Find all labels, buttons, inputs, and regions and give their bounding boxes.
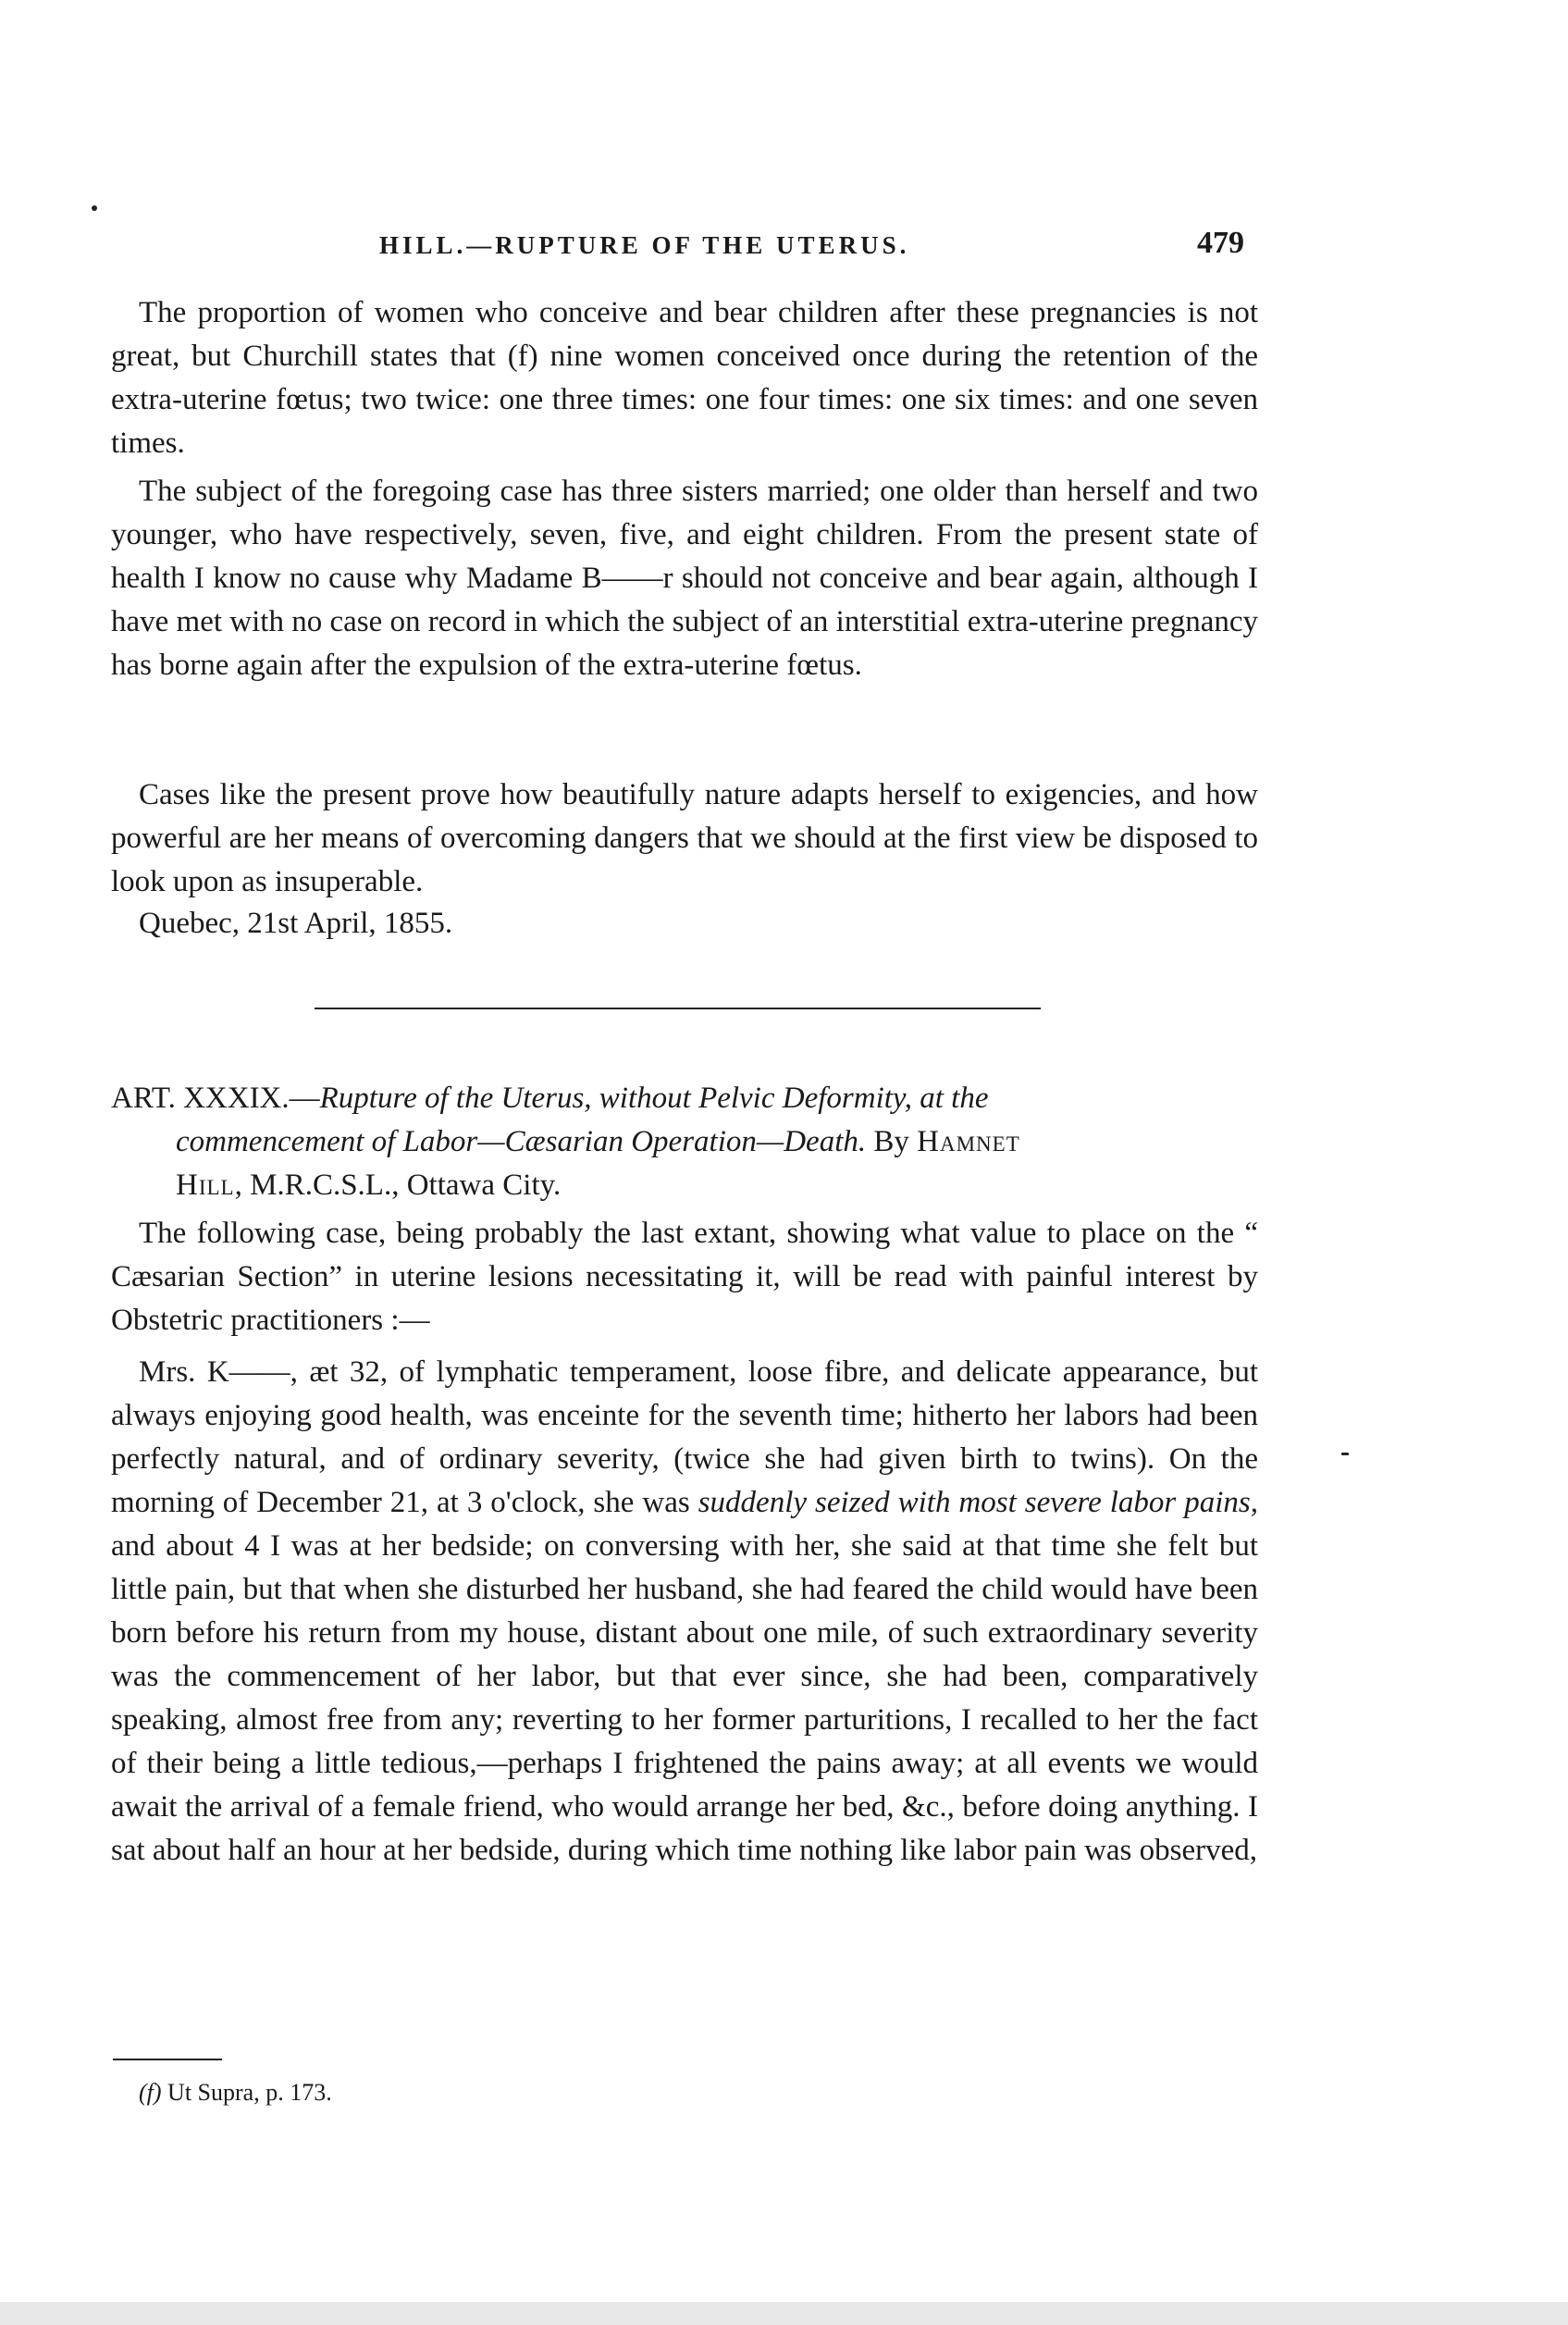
running-head: HILL.—RUPTURE OF THE UTERUS.	[379, 231, 910, 259]
paragraph-text: The proportion of women who conceive and bear children after these pregnancies is not great, but Churchill states that (f) nine women conceived once during the retention of the extra-uterine fœtus; two twice: one three times: one four times: one six times: and one seven times.	[111, 296, 1258, 460]
article-title: Rupture of the Uterus, without Pelvic Deformity, at the	[319, 1082, 989, 1115]
footnote	[139, 2077, 332, 2109]
paragraph-cases	[111, 773, 1258, 904]
article-heading-line-1	[111, 1077, 1258, 1120]
paragraph-text: The subject of the foregoing case has three sisters married; one older than herself and two younger, who have respectively, seven, five, and eight children. From the present state of health I know no cause why Madame B——r should not conceive and bear again, although I have met with no case on record in which the subject of an interstitial extra-uterine pregnancy has borne again after the expulsion of the extra-uterine fœtus.	[111, 475, 1258, 682]
case-rest: and about 4 I was at her bedside; on conversing with her, she said at that time she felt but little pain, but that when she disturbed her husband, she had feared the child would have been born before his return from my house, distant about one mile, of such extraordinary severity was the commencement of her labor, but that ever since, she had been, comparatively speaking, almost free from any; reverting to her former parturitions, I recalled to her the fact of their being a little tedious,—perhaps I frightened the pains away; at all events we would await the arrival of a female friend, who would arrange her bed, &c., before doing anything. I sat about half an hour at her bedside, during which time nothing like labor pain was observed,	[111, 1529, 1258, 1867]
section-divider	[315, 1008, 1041, 1009]
paragraph-text	[111, 1351, 1258, 1873]
paragraph-text: Cases like the present prove how beautifully nature adapts herself to exigencies, and how powerful are her means of overcoming dangers that we should at the first view be disposed to look upon as insuperable.	[111, 778, 1258, 898]
article-number: ART. XXXIX.—	[111, 1082, 320, 1115]
article-title-continued: commencement of Labor—Cæsarian Operation—Death.	[176, 1125, 867, 1158]
scan-edge	[0, 2302, 1568, 2325]
footnote-text: Ut Supra, p. 173.	[167, 2079, 332, 2106]
article-heading	[111, 1077, 1258, 1207]
footnote-rule	[113, 2059, 222, 2060]
case-start: Mrs. K——, æt 32, of lymphatic temperament, loose fibre, and delicate appearance, but always enjoying good health, was enceinte for the seventh time; hitherto her labors had been perfectly natural, and of ordinary severity, (twice she had given birth to twins). On the morning of December 21, at 3 o'clock, she was	[111, 1355, 1258, 1519]
paragraph-proportion	[111, 291, 1258, 465]
footnote-marker: (f)	[139, 2079, 162, 2106]
paragraph-intro	[111, 1212, 1258, 1342]
page-header	[379, 226, 1244, 272]
article-by: By	[873, 1125, 909, 1158]
article-author-credentials: , M.R.C.S.L., Ottawa City.	[234, 1169, 562, 1202]
paragraph-subject	[111, 470, 1258, 687]
dateline: Quebec, 21st April, 1855.	[139, 907, 453, 940]
page-number: 479	[1197, 226, 1244, 260]
paragraph-text: The following case, being probably the last extant, showing what value to place on the “ Cæsarian Section” in uterine lesions necessitating it, will be read with painful interest by Obstetric practitioners :—	[111, 1217, 1258, 1337]
article-heading-line-2	[111, 1120, 1258, 1164]
stray-ink-mark	[92, 205, 97, 211]
article-author-last: Hill	[176, 1169, 235, 1202]
article-heading-line-3	[111, 1164, 1258, 1207]
stray-ink-mark	[1341, 1453, 1349, 1455]
paragraph-case	[111, 1351, 1258, 1873]
article-author-first: Hamnet	[917, 1125, 1020, 1158]
case-emphasis: suddenly seized with most severe labor pains,	[698, 1486, 1259, 1519]
